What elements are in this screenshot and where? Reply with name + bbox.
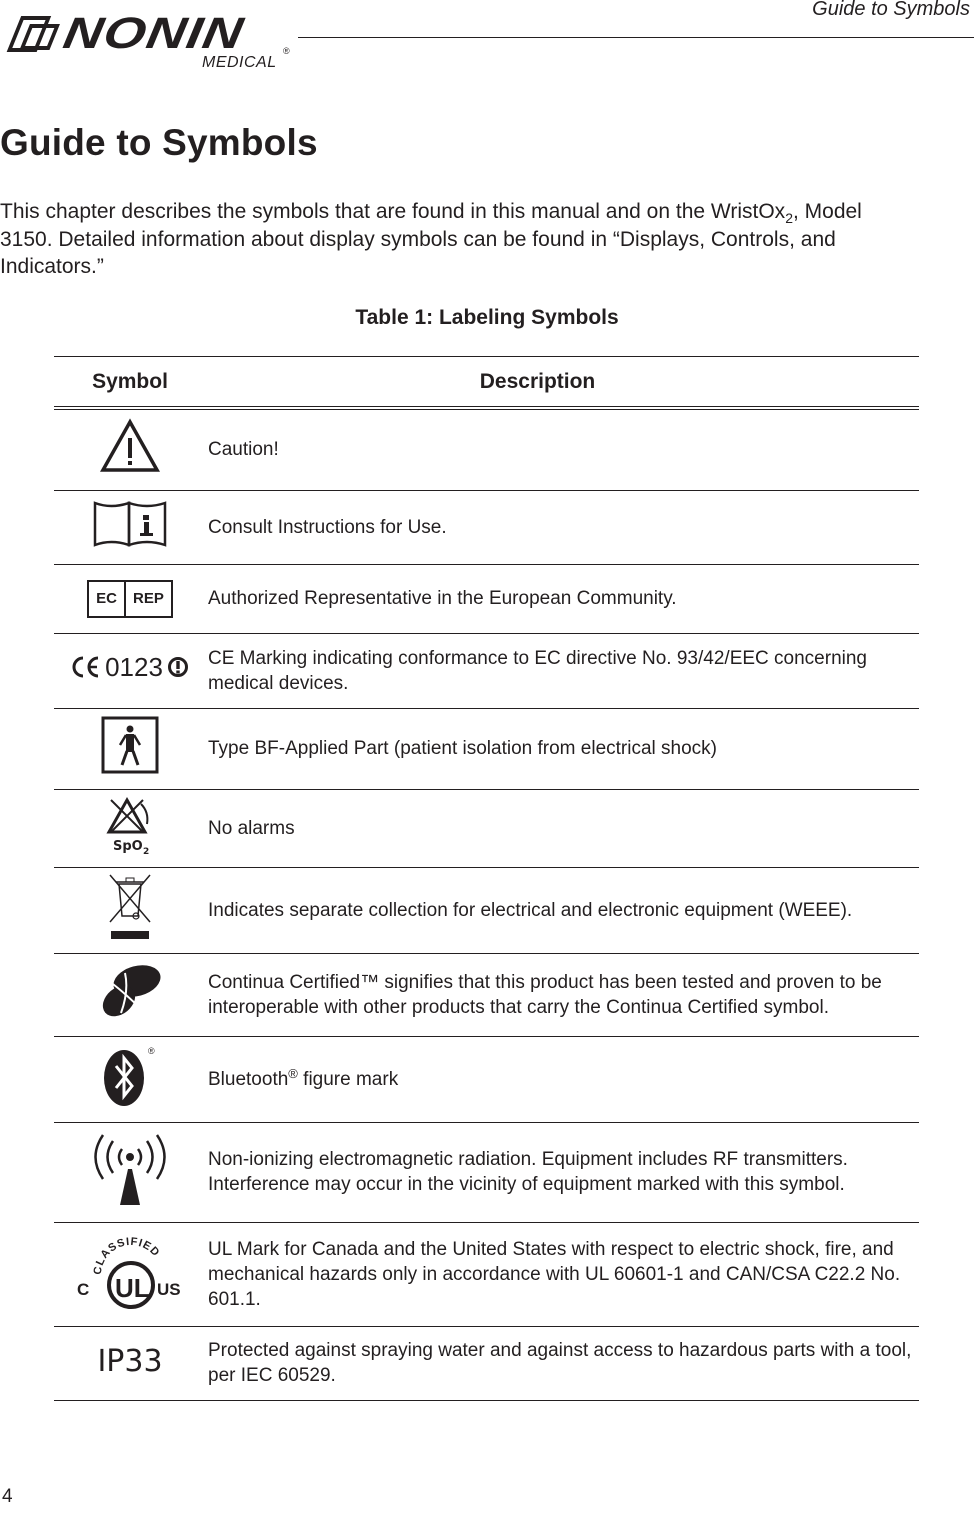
non-ionizing-radiation-icon [88,1131,172,1207]
page-number: 4 [2,1486,13,1507]
symbol-cell [54,490,206,564]
table-row [54,1036,919,1122]
table-row [54,1122,919,1222]
no-alarms-icon [105,794,155,856]
bluetooth-desc-tail: figure mark [297,1068,399,1090]
svg-text:CLASSIFIED: CLASSIFIED [91,1235,163,1275]
labeling-symbols-table [54,356,919,1401]
description-cell: Caution! [206,408,919,490]
table-header-row [54,357,919,409]
svg-text:2: 2 [143,846,150,856]
symbol-cell [54,789,206,867]
table-row [54,1326,919,1400]
description-cell: Non-ionizing electromagnetic radiation. Equipment includes RF transmitters. Interference may occur in the vicinity of equipment marked with this symbol. [206,1122,919,1222]
weee-icon [105,872,155,942]
symbol-cell [54,564,206,633]
svg-text:SpO: SpO [113,838,143,854]
table-row [54,564,919,633]
symbol-cell [54,1036,206,1122]
description-cell: Consult Instructions for Use. [206,490,919,564]
logo-brand-text: NONIN [59,9,248,58]
symbol-cell [54,708,206,789]
symbol-cell [54,1122,206,1222]
nonin-medical-logo [4,8,296,72]
svg-text:C: C [77,1279,90,1299]
logo-sub-text: MEDICAL [202,54,277,71]
ec-rep-icon [87,580,173,618]
intro-text-1: This chapter describes the symbols that are found in this manual and on the WristOx [0,200,786,223]
description-cell: No alarms [206,789,919,867]
table-row [54,953,919,1036]
page-title: Guide to Symbols [0,122,318,163]
ce-mark-icon [71,651,189,682]
table-row [54,1222,919,1326]
alert-circle-icon [167,656,189,678]
ul-classified-icon [75,1229,185,1313]
symbol-cell [54,633,206,708]
symbol-cell [54,953,206,1036]
continua-certified-icon [95,961,165,1021]
svg-text:UL: UL [115,1272,150,1303]
svg-text:®: ® [148,1045,155,1056]
description-cell: Continua Certified™ signifies that this product has been tested and proven to be interoperable with other products that carry the Continua Certified symbol. [206,953,919,1036]
ip33-icon: IP33 [97,1343,163,1379]
registered-mark: ® [288,1065,298,1081]
description-cell: CE Marking indicating conformance to EC directive No. 93/42/EEC concerning medical devices. [206,633,919,708]
table-row [54,490,919,564]
intro-subscript: 2 [785,210,793,226]
logo-registered-mark: ® [283,46,290,56]
ec-rep-left: EC [96,589,117,607]
description-cell [206,1036,919,1122]
notified-body-number: 0123 [105,651,163,682]
ce-letters-icon [71,655,101,679]
symbol-cell [54,1222,206,1326]
symbol-cell [54,408,206,490]
running-head: Guide to Symbols [812,0,970,20]
header-rule [298,37,974,38]
description-cell: Protected against spraying water and against access to hazardous parts with a tool, per IEC 60529. [206,1326,919,1400]
nonin-logo-mark-icon [4,14,66,56]
consult-instructions-icon [93,499,167,549]
table-row [54,789,919,867]
svg-text:US: US [157,1279,181,1299]
column-header-symbol: Symbol [54,357,206,409]
symbol-cell [54,1326,206,1400]
column-header-description: Description [206,357,919,409]
description-cell: Type BF-Applied Part (patient isolation from electrical shock) [206,708,919,789]
table-caption: Table 1: Labeling Symbols [355,306,619,329]
intro-paragraph [0,198,900,281]
table-row [54,708,919,789]
bluetooth-desc-main: Bluetooth [208,1068,289,1090]
bluetooth-icon [90,1044,170,1108]
intro-text-2: , Model 3150. Detailed information about display symbols can be found in “Displays, Controls, and Indicators.” [0,200,862,278]
description-cell: UL Mark for Canada and the United States with respect to electric shock, fire, and mechanical hazards only in accordance with UL 60601-1 and CAN/CSA C22.2 No. 601.1. [206,1222,919,1326]
table-row [54,633,919,708]
ec-rep-right: REP [124,582,171,616]
caution-triangle-icon [100,418,160,474]
type-bf-applied-part-icon [101,716,159,774]
table-row [54,867,919,953]
description-cell: Authorized Representative in the European Community. [206,564,919,633]
description-cell: Indicates separate collection for electrical and electronic equipment (WEEE). [206,867,919,953]
symbol-cell [54,867,206,953]
table-row [54,408,919,490]
